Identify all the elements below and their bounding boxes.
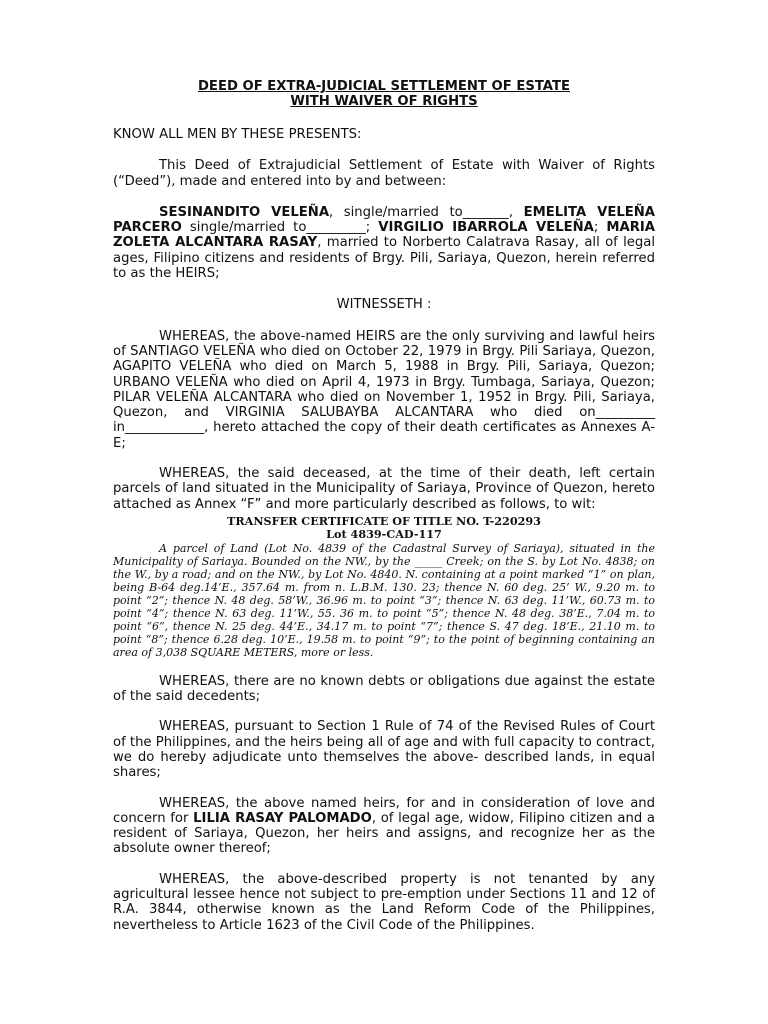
- whereas-paragraph-1: WHEREAS, the above-named HEIRS are the only surviving and lawful heirs of SANTIAGO VELEÑA who died on October 22, 1979 in Brgy. Pili Sariaya, Quezon, AGAPITO VELEÑA who died on March 5, 1988 in Brgy. Pili, Sariaya, Quezon; URBANO VELEÑA who died on April 4, 1973 in Brgy. Tumbaga, Sariaya, Quezon; PILAR VELEÑA ALCANTARA who died on November 1, 1952 in Brgy. Pili, Sariaya, Quezon, and VIRGINIA SALUBAYBA ALCANTARA who died on_________ in____________, hereto attached the copy of their death certificates as Annexes A-E;: [113, 328, 655, 451]
- donee-name: LILIA RASAY PALOMADO: [193, 810, 372, 826]
- whereas-paragraph-4: WHEREAS, pursuant to Section 1 Rule of 74 of the Revised Rules of Court of the Philippines, and the heirs being all of age and with full capacity to contract, we do hereby adjudicate unto themselves the above- described lands, in equal shares;: [113, 719, 655, 781]
- party-text-3: ;: [593, 220, 607, 236]
- tct-heading-line1: TRANSFER CERTIFICATE OF TITLE NO. T-220293: [227, 513, 541, 528]
- opening-line: KNOW ALL MEN BY THESE PRESENTS:: [113, 127, 362, 142]
- tct-heading-line2: Lot 4839-CAD-117: [326, 527, 442, 542]
- document-title-line2: WITH WAIVER OF RIGHTS: [290, 94, 478, 109]
- party-name-2: EMELITA VELEÑA PARCERO: [113, 204, 655, 236]
- whereas-paragraph-3: WHEREAS, there are no known debts or obligations due against the estate of the said decedents;: [113, 673, 655, 705]
- whereas-paragraph-2: WHEREAS, the said deceased, at the time of their death, left certain parcels of land situated in the Municipality of Sariaya, Province of Quezon, hereto attached as Annex “F” and more particularly described as follows, to wit:: [113, 466, 655, 512]
- party-name-3: VIRGILIO IBARROLA VELEÑA: [378, 220, 594, 236]
- parties-paragraph: [113, 205, 655, 281]
- party-text-1: , single/married to_______,: [329, 204, 524, 220]
- witnesseth-heading: WITNESSETH :: [336, 297, 432, 313]
- whereas-paragraph-5: [113, 796, 655, 857]
- whereas5-pre: WHEREAS, the above named heirs, for and in consideration of love and concern for: [113, 795, 655, 826]
- whereas5-post: , of legal age, widow, Filipino citizen and a resident of Sariaya, Quezon, her heirs and assigns, and recognize her as the absolute owner thereof;: [113, 810, 656, 857]
- party-name-1: SESINANDITO VELEÑA: [159, 204, 330, 220]
- lot-technical-description: A parcel of Land (Lot No. 4839 of the Cadastral Survey of Sariaya), situated in the Municipality of Sariaya. Bounded on the NW., by the _____ Creek; on the S. by Lot No. 4838; on the W., by a road; and on the NW., by Lot No. 4840. N. containing at a point marked “1” on plan, being B-64 deg.14’E., 357.64 m. from n. L.B.M. 130. 23; thence N. 60 deg. 25’ W., 9.20 m. to point “2”; thence N. 48 deg. 58’W., 36.96 m. to point “3”; thence N. 63 deg. 11’W., 60.73 m. to point “4”; thence N. 63 deg. 11’W., 55. 36 m. to point “5”; thence N. 48 deg. 38’E., 7.04 m. to point “6”, thence N. 25 deg. 44’E., 34.17 m. to point “7”; thence S. 47 deg. 18’E., 21.10 m. to point “8”; thence 6.28 deg. 10’E., 19.58 m. to point “9”; to the point of beginning containing an area of 3,038 SQUARE METERS, more or less.: [113, 541, 655, 659]
- whereas-paragraph-6: WHEREAS, the above-described property is not tenanted by any agricultural lessee hence not subject to pre-emption under Sections 11 and 12 of R.A. 3844, otherwise known as the Land Reform Code of the Philippines, nevertheless to Article 1623 of the Civil Code of the Philippines.: [113, 871, 655, 933]
- party-text-2: single/married to_________;: [181, 220, 379, 236]
- party-text-4: , married to Norberto Calatrava Rasay, all of legal ages, Filipino citizens and residents of Brgy. Pili, Sariaya, Quezon, herein referred to as the HEIRS;: [113, 235, 656, 282]
- deed-document: [113, 79, 655, 933]
- intro-paragraph: This Deed of Extrajudicial Settlement of Estate with Waiver of Rights (“Deed”), made and entered into by and between:: [113, 158, 655, 189]
- document-title-line1: DEED OF EXTRA-JUDICIAL SETTLEMENT OF ESTATE: [197, 79, 570, 94]
- party-name-4: MARIA ZOLETA ALCANTARA RASAY: [113, 220, 655, 251]
